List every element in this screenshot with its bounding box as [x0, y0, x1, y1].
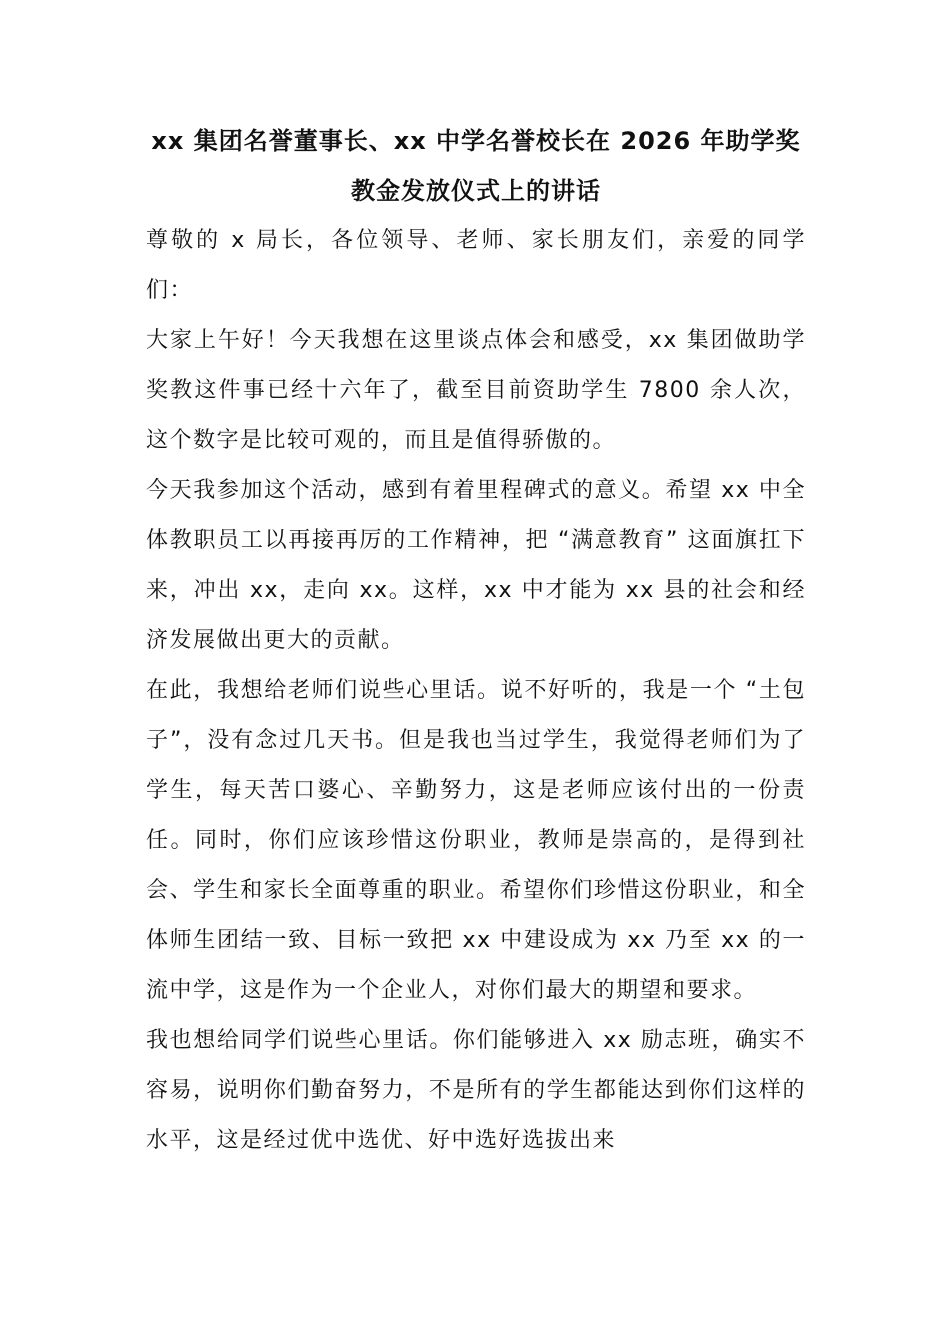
document-title: xx 集团名誉董事长、xx 中学名誉校长在 2026 年助学奖教金发放仪式上的讲话 [151, 127, 801, 205]
teachers-paragraph: 在此，我想给老师们说些心里话。说不好听的，我是一个 “土包子”，没有念过几天书。但是我也当过学生，我觉得老师们为了学生，每天苦口婆心、辛勤努力，这是老师应该付出的一份责任。同时，你们应该珍惜这份职业，教师是崇高的，是得到社会、学生和家长全面尊重的职业。希望你们珍惜这份职业，和全体师生团结一致、目标一致把 xx 中建设成为 xx 乃至 xx 的一流中学，这是作为一个企业人，对你们最大的期望和要求。 [146, 678, 806, 1003]
greeting-paragraph: 大家上午好！今天我想在这里谈点体会和感受，xx 集团做助学奖教这件事已经十六年了，截至目前资助学生 7800 余人次，这个数字是比较可观的，而且是值得骄傲的。 [146, 328, 806, 453]
document-content [146, 116, 806, 1166]
students-paragraph: 我也想给同学们说些心里话。你们能够进入 xx 励志班，确实不容易，说明你们勤奋努力，不是所有的学生都能达到你们这样的水平，这是经过优中选优、好中选好选拔出来 [146, 1028, 806, 1153]
document-body [146, 216, 806, 1166]
milestone-paragraph: 今天我参加这个活动，感到有着里程碑式的意义。希望 xx 中全体教职员工以再接再厉的工作精神，把 “满意教育” 这面旗扛下来，冲出 xx，走向 xx。这样，xx 中才能为 xx 县的社会和经济发展做出更大的贡献。 [146, 478, 806, 653]
salutation-paragraph: 尊敬的 x 局长，各位领导、老师、家长朋友们，亲爱的同学们： [146, 228, 806, 303]
